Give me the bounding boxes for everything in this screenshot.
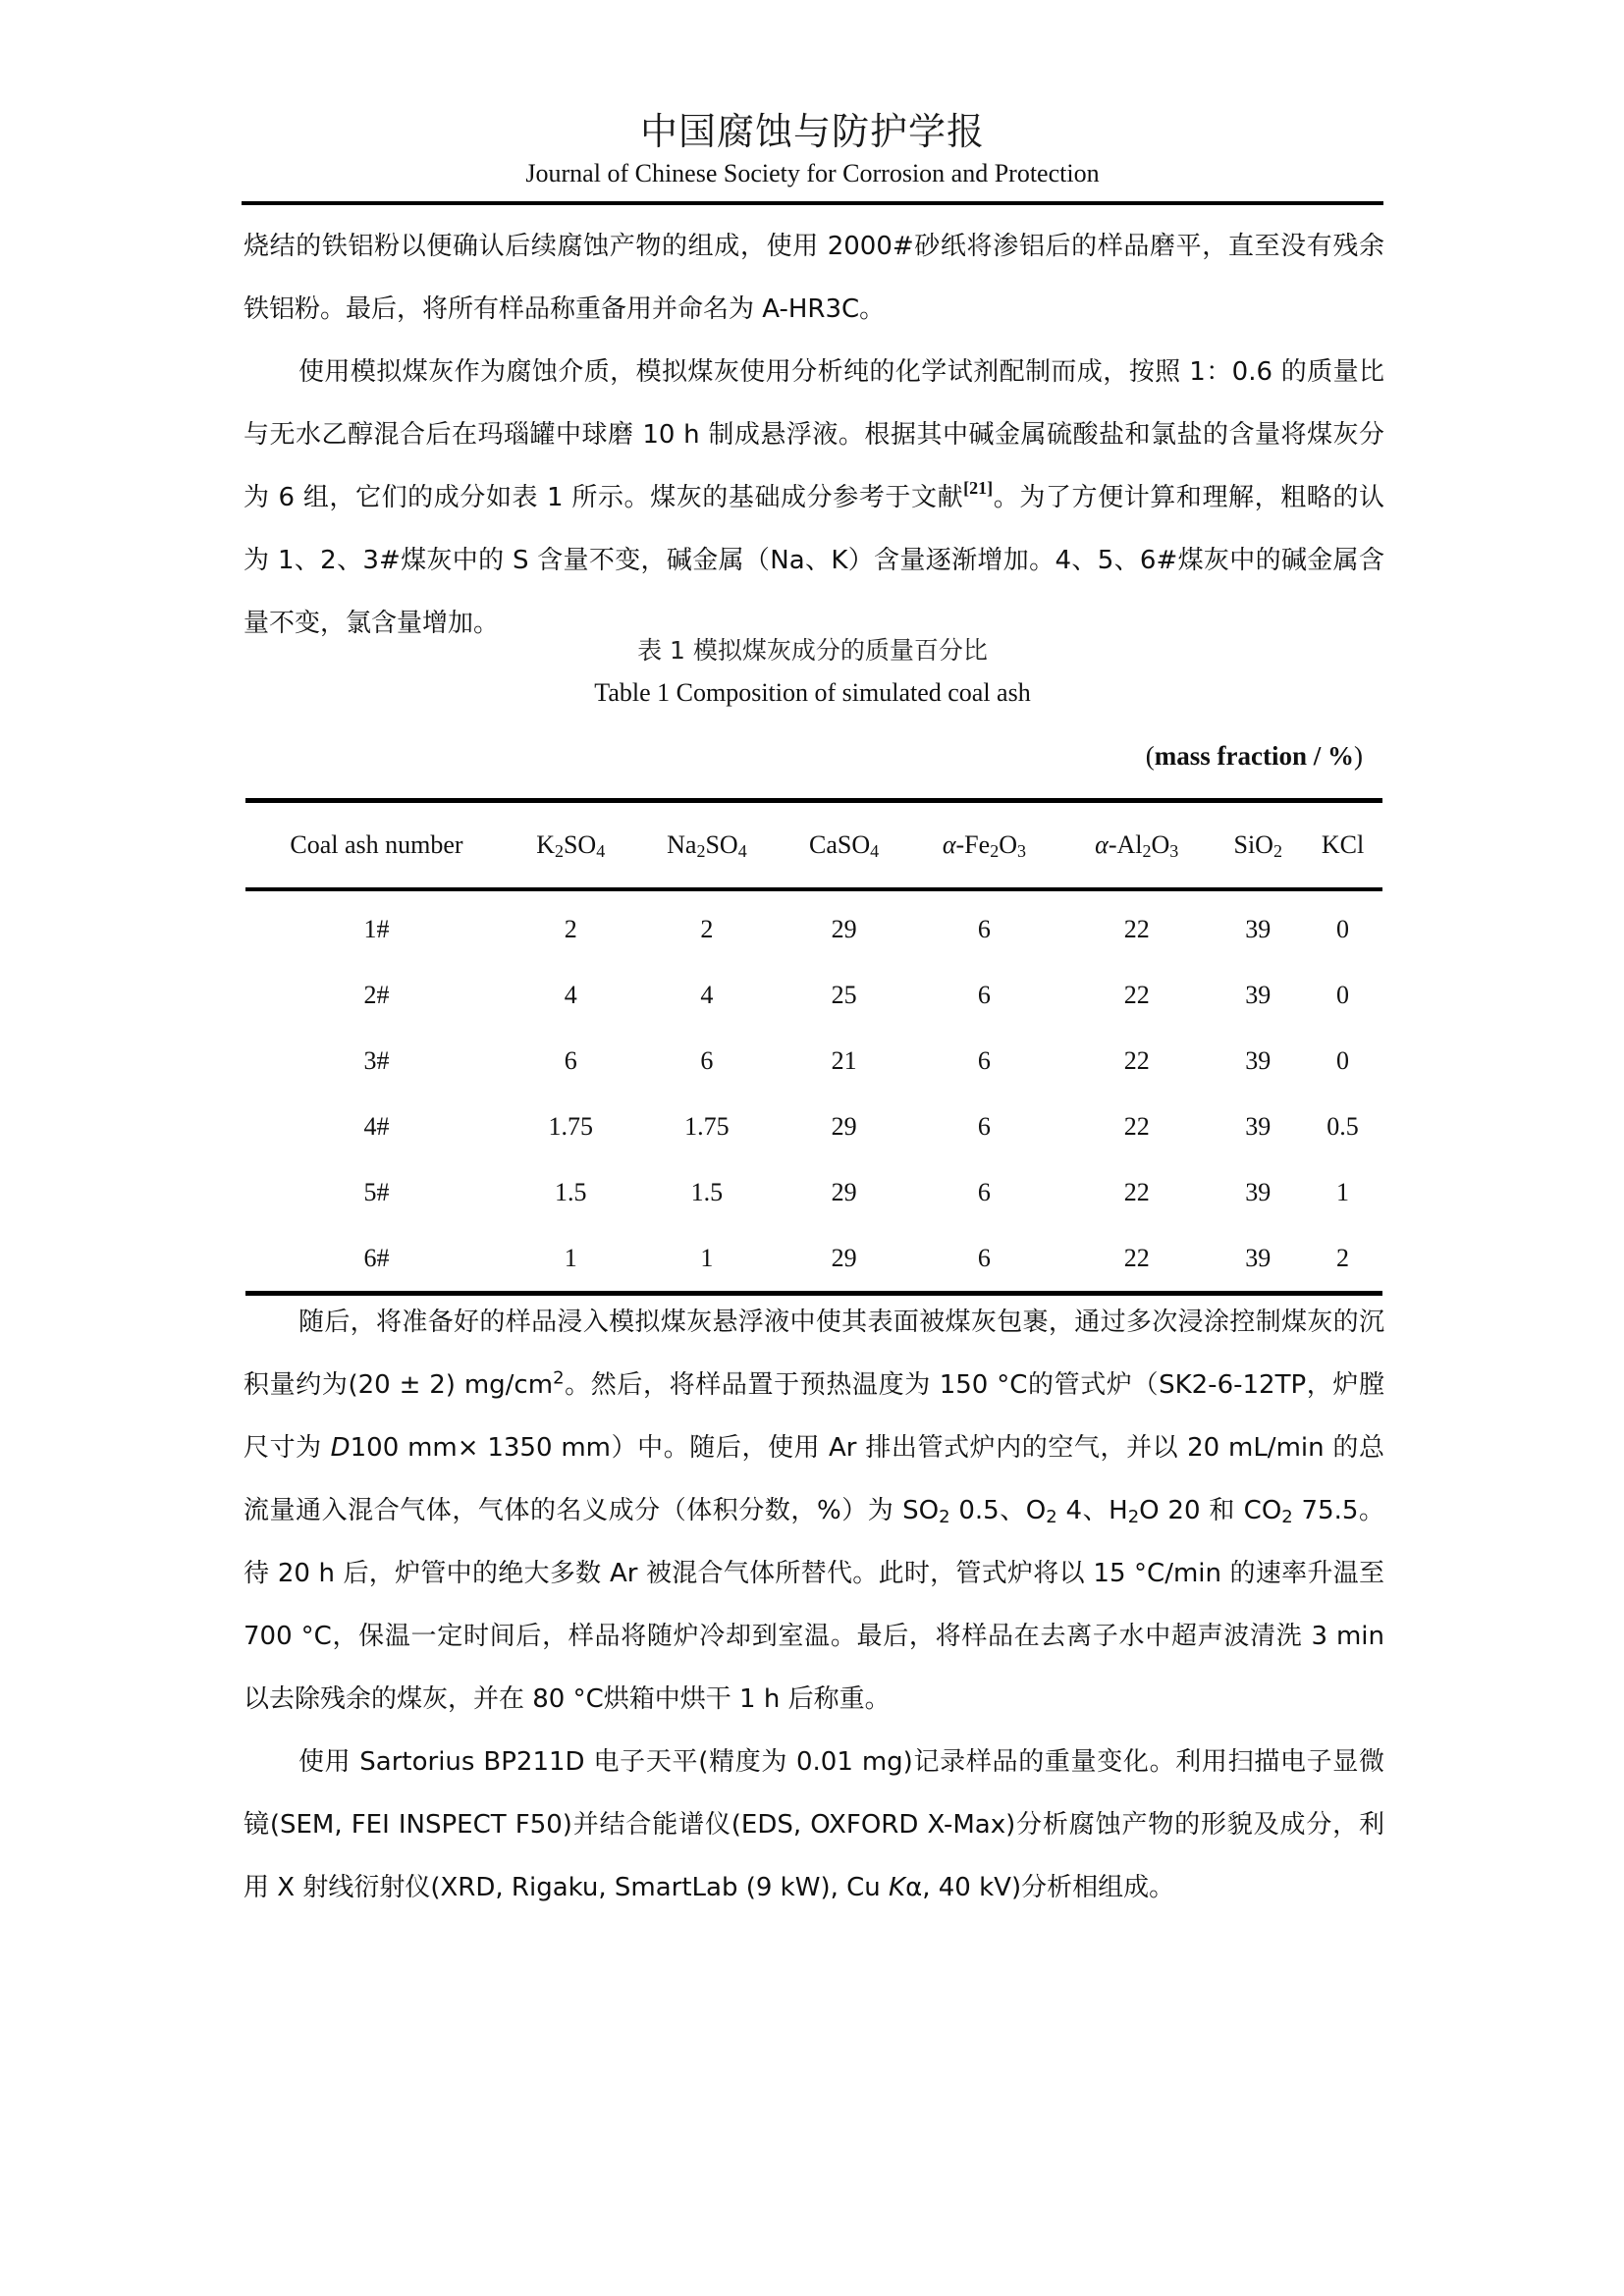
table-caption-cn: 表 1 模拟煤灰成分的质量百分比 xyxy=(637,636,988,665)
subscript: 2 xyxy=(990,841,1000,861)
journal-title-en: Journal of Chinese Society for Corrosion and Protection xyxy=(525,159,1100,187)
unit-label: mass fraction / % xyxy=(1154,741,1354,771)
subscript: 2 xyxy=(696,841,706,861)
table-header-row xyxy=(245,801,1382,890)
table-cell: 22 xyxy=(1123,1045,1150,1075)
table-cell: 1.5 xyxy=(690,1177,724,1206)
subscript: 2 xyxy=(1281,1507,1293,1527)
column-header xyxy=(1213,801,1303,890)
body-text-top xyxy=(244,215,1384,655)
table-cell: 39 xyxy=(1245,1177,1272,1206)
table-cell: 6 xyxy=(564,1045,577,1075)
paragraph-1 xyxy=(244,215,1384,341)
table-cell: 25 xyxy=(831,980,857,1009)
paragraph-3-text-4: 0.5、O xyxy=(949,1496,1047,1525)
subscript: 4 xyxy=(870,841,880,861)
composition-table-wrap xyxy=(245,798,1382,1296)
composition-table xyxy=(245,798,1382,1296)
subscript: 2 xyxy=(1046,1507,1057,1527)
paragraph-1-text: 烧结的铁铝粉以便确认后续腐蚀产物的组成，使用 2000#砂纸将渗铝后的样品磨平，直至没有残余铁铝粉。最后，将所有样品称重备用并命名为 A-HR3C。 xyxy=(244,232,1384,324)
table-cell: 1 xyxy=(1336,1177,1350,1206)
table-cell: 0 xyxy=(1336,1045,1350,1075)
table-cell: 0.5 xyxy=(1326,1111,1359,1141)
paragraph-4-text-1: 使用 Sartorius BP211D 电子天平(精度为 0.01 mg)记录样品的重量变化。利用扫描电子显微镜(SEM, FEI INSPECT F50)并结合能谱仪(EDS, OXFORD X-Max)分析腐蚀产物的形貌及成分，利用 X 射线衍射仪(XRD, Rigaku, SmartLab (9 kW), Cu xyxy=(244,1747,1384,1902)
formula-part: SO xyxy=(563,830,597,859)
table-cell: 29 xyxy=(831,1111,857,1141)
paragraph-2 xyxy=(244,341,1384,655)
italic-symbol: D xyxy=(330,1433,351,1463)
table-cell: 1.75 xyxy=(548,1111,593,1141)
table-cell: 39 xyxy=(1245,1243,1272,1272)
table-cell: 22 xyxy=(1123,1177,1150,1206)
subscript: 4 xyxy=(596,841,606,861)
table-cell: 0 xyxy=(1336,914,1350,943)
paragraph-4 xyxy=(244,1731,1384,1919)
body-text-bottom xyxy=(244,1291,1384,1919)
column-header xyxy=(780,801,907,890)
subscript: 3 xyxy=(1016,841,1026,861)
table-cell: 39 xyxy=(1245,1045,1272,1075)
subscript: 2 xyxy=(554,841,564,861)
table-caption-en: Table 1 Composition of simulated coal ash xyxy=(594,678,1031,707)
unit-paren-close: ) xyxy=(1354,741,1363,771)
column-header xyxy=(908,801,1060,890)
table-cell: 6 xyxy=(977,1045,991,1075)
table-cell: 1.5 xyxy=(554,1177,587,1206)
italic-symbol: K xyxy=(889,1873,906,1902)
table-cell: 2 xyxy=(1336,1243,1350,1272)
table-cell: 4 xyxy=(700,980,714,1009)
table-row xyxy=(245,889,1382,962)
table-cell: 6 xyxy=(700,1045,714,1075)
table-cell: 1.75 xyxy=(684,1111,730,1141)
table-body xyxy=(245,889,1382,1294)
column-header xyxy=(1303,801,1382,890)
table-row xyxy=(245,1225,1382,1294)
formula-part: K xyxy=(536,830,555,859)
paragraph-3-text-6: O 20 和 CO xyxy=(1139,1496,1282,1525)
paragraph-2-text-b: 。为了方便计算和理解，粗略的认为 1、2、3#煤灰中的 S 含量不变，碱金属（Na、K）含量逐渐增加。4、5、6#煤灰中的碱金属含量不变，氯含量增加。 xyxy=(244,483,1384,638)
subscript: 2 xyxy=(1127,1507,1140,1527)
table-row xyxy=(245,1028,1382,1094)
table-cell: 2 xyxy=(700,914,714,943)
table-cell: 4 xyxy=(564,980,577,1009)
paragraph-3-text-1: 随后，将准备好的样品浸入模拟煤灰悬浮液中使其表面被煤灰包裹，通过多次浸涂控制煤灰的沉积量约为(20 ± 2) mg/cm xyxy=(244,1308,1384,1400)
table-cell: 6 xyxy=(977,1177,991,1206)
row-label: 4# xyxy=(363,1111,390,1141)
formula-part: SiO xyxy=(1233,830,1273,859)
table-unit-note xyxy=(1146,741,1363,772)
table-row xyxy=(245,1159,1382,1225)
table-cell: 6 xyxy=(977,1243,991,1272)
formula-part: -Fe xyxy=(955,830,991,859)
table-cell: 29 xyxy=(831,1177,857,1206)
subscript: 2 xyxy=(1142,841,1152,861)
subscript: 2 xyxy=(939,1507,950,1527)
column-header xyxy=(1060,801,1213,890)
unit-paren-open: ( xyxy=(1145,741,1155,771)
header-rule xyxy=(242,201,1383,205)
superscript: 2 xyxy=(553,1367,565,1389)
subscript: 4 xyxy=(737,841,747,861)
table-cell: 29 xyxy=(831,1243,857,1272)
table-cell: 1 xyxy=(564,1243,577,1272)
table-cell: 39 xyxy=(1245,980,1272,1009)
formula-part: CaSO xyxy=(809,830,871,859)
table-cell: 39 xyxy=(1245,1111,1272,1141)
citation-ref[interactable]: [21] xyxy=(963,478,994,498)
table-row xyxy=(245,1094,1382,1159)
paragraph-4-text-2: α, 40 kV)分析相组成。 xyxy=(905,1873,1175,1902)
paragraph-3-text-3: 100 mm× 1350 mm）中。随后，使用 Ar 排出管式炉内的空气，并以 20 mL/min 的总流量通入混合气体，气体的名义成分（体积分数，%）为 SO xyxy=(244,1433,1385,1525)
table-cell: 22 xyxy=(1123,914,1150,943)
journal-title-cn: 中国腐蚀与防护学报 xyxy=(639,110,985,153)
formula-part: -Al xyxy=(1108,830,1143,859)
paragraph-3-text-5: 4、H xyxy=(1056,1496,1128,1525)
table-cell: 29 xyxy=(831,914,857,943)
column-header xyxy=(508,801,633,890)
row-label: 3# xyxy=(363,1045,390,1075)
paragraph-3 xyxy=(244,1291,1384,1731)
subscript: 3 xyxy=(1169,841,1179,861)
formula-part: Coal ash number xyxy=(290,830,463,859)
subscript: 2 xyxy=(1272,841,1282,861)
table-cell: 6 xyxy=(977,914,991,943)
formula-part: O xyxy=(999,830,1017,859)
paragraph-3-text-7: 75.5。待 20 h 后，炉管中的绝大多数 Ar 被混合气体所替代。此时，管式炉将以 15 °C/min 的速率升温至 700 °C，保温一定时间后，样品将随炉冷却到室温。最后，将样品在去离子水中超声波清洗 3 min 以去除残余的煤灰，并在 80 °C烘箱中烘干 1 h 后称重。 xyxy=(244,1496,1384,1714)
row-label: 2# xyxy=(363,980,390,1009)
table-cell: 22 xyxy=(1123,980,1150,1009)
table-cell: 6 xyxy=(977,980,991,1009)
table-row xyxy=(245,962,1382,1028)
formula-part: O xyxy=(1151,830,1170,859)
table-cell: 22 xyxy=(1123,1243,1150,1272)
column-header xyxy=(245,801,508,890)
table-cell: 2 xyxy=(564,914,577,943)
table-cell: 6 xyxy=(977,1111,991,1141)
formula-part: Na xyxy=(667,830,697,859)
paragraph-3-text-2: 。然后，将样品置于预热温度为 150 °C的管式炉（SK2-6-12TP，炉膛尺寸为 xyxy=(244,1370,1384,1463)
formula-part: SO xyxy=(705,830,738,859)
row-label: 1# xyxy=(363,914,390,943)
table-cell: 0 xyxy=(1336,980,1350,1009)
greek-prefix: α xyxy=(1095,830,1109,859)
row-label: 6# xyxy=(363,1243,390,1272)
greek-prefix: α xyxy=(942,830,956,859)
table-cell: 39 xyxy=(1245,914,1272,943)
table-cell: 1 xyxy=(700,1243,714,1272)
paragraph-2-text-a: 使用模拟煤灰作为腐蚀介质，模拟煤灰使用分析纯的化学试剂配制而成，按照 1：0.6 的质量比与无水乙醇混合后在玛瑙罐中球磨 10 h 制成悬浮液。根据其中碱金属硫酸盐和氯盐的含量将煤灰分为 6 组，它们的成分如表 1 所示。煤灰的基础成分参考于文献 xyxy=(244,357,1384,512)
journal-header xyxy=(242,108,1383,190)
column-header xyxy=(633,801,780,890)
row-label: 5# xyxy=(363,1177,390,1206)
formula-part: KCl xyxy=(1321,830,1365,859)
table-cell: 22 xyxy=(1123,1111,1150,1141)
table-cell: 21 xyxy=(831,1045,857,1075)
